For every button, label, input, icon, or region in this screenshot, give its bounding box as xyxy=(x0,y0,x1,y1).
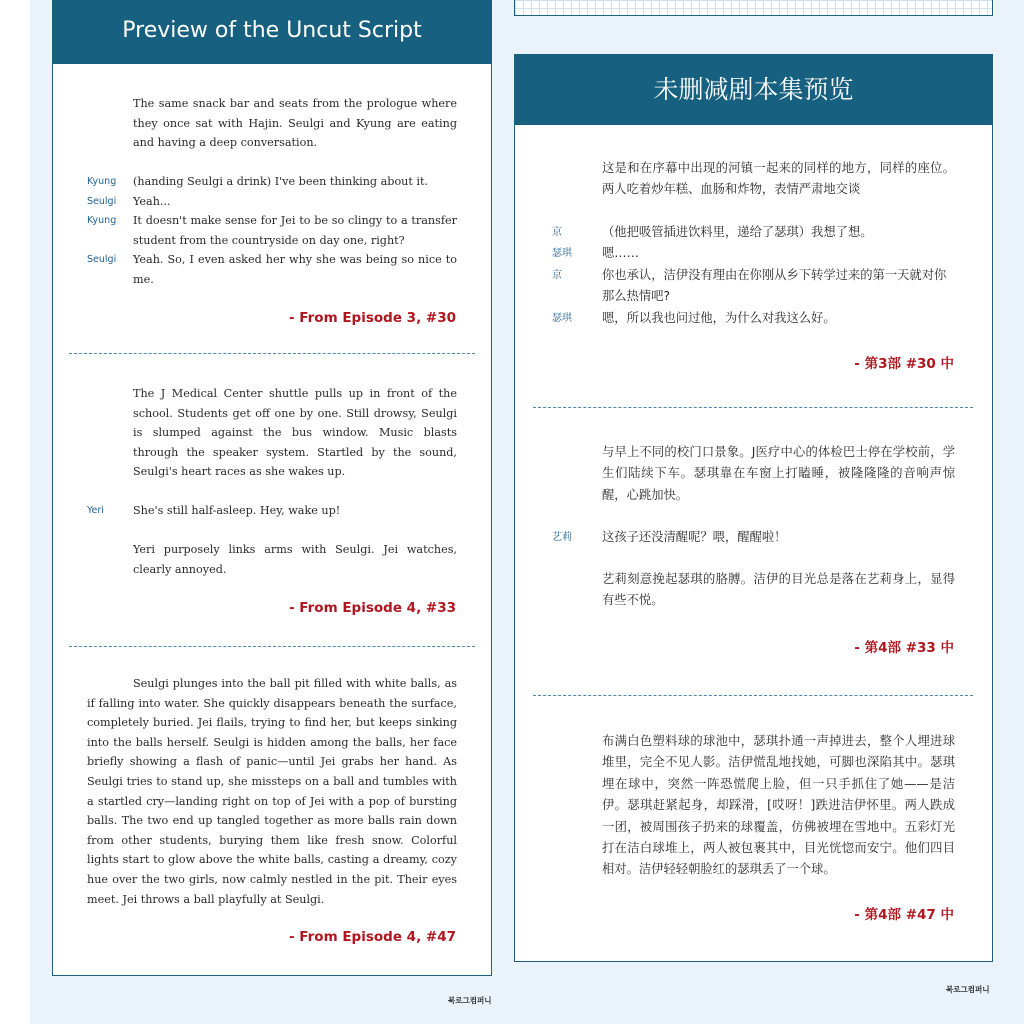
episode-source: - From Episode 3, #30 xyxy=(288,310,456,326)
speaker-name: Seulgi xyxy=(87,254,117,266)
scene-description: 这是和在序幕中出现的河镇一起来的同样的地方，同样的座位。两人吃着炒年糕、血肠和炸物，表情严肃地交谈 xyxy=(602,161,955,197)
previous-page-edge xyxy=(514,0,993,16)
chinese-script-page xyxy=(514,54,993,962)
dialogue-line: （他把吸管插进饮料里，递给了瑟琪）我想了想。 xyxy=(602,225,873,239)
episode-source: - From Episode 4, #33 xyxy=(288,600,456,616)
dialogue-line: Yeah... xyxy=(133,194,171,208)
dialogue-line: It doesn't make sense for Jei to be so clingy to a transfer student from the countryside on day one, right? xyxy=(133,214,457,247)
dialogue-line: 这孩子还没清醒呢？喂，醒醒啦！ xyxy=(602,530,787,544)
speaker-name: 瑟琪 xyxy=(552,312,572,324)
dialogue-line: 你也承认，洁伊没有理由在你刚从乡下转学过来的第一天就对你那么热情吧? xyxy=(602,267,947,304)
speaker-name: 艺莉 xyxy=(552,532,572,543)
dialogue-line: She's still half-asleep. Hey, wake up! xyxy=(133,504,341,517)
section-divider xyxy=(533,695,973,696)
publisher-mark: 북로그컴퍼니 xyxy=(946,985,990,994)
scene-description: 艺莉刻意挽起瑟琪的胳膊。洁伊的目光总是落在艺莉身上，显得有些不悦。 xyxy=(602,572,955,608)
scene-description: Yeri purposely links arms with Seulgi. Jei watches, clearly annoyed. xyxy=(133,543,457,576)
section-divider xyxy=(69,646,475,647)
episode-source: - 第4部 #33 中 xyxy=(854,640,954,656)
dialogue-line: (handing Seulgi a drink) I've been thinking about it. xyxy=(133,175,429,188)
episode-source: - 第4部 #47 中 xyxy=(854,907,954,923)
speaker-name: 京 xyxy=(552,269,562,281)
scene-description: Seulgi plunges into the ball pit filled with white balls, as if falling into water. She quickly disappears beneath the surface, completely buried. Jei flails, trying to find her, but keeps sinking into the balls herself. Seulgi is hidden among the balls, her face briefly showing a flash of panic—until Jei grabs her hand. As Seulgi tries to stand up, she missteps on a ball and tumbles with a startled cry—landing right on top of Jei with a pop of bursting balls. The two end up tangled together as more balls rain down from other students, burying them like fresh snow. Colorful lights start to glow above the white balls, casting a dreamy, cozy hue over the two girls, now calmly nestled in the pit. Their eyes meet. Jei throws a ball playfully at Seulgi. xyxy=(87,677,457,906)
episode-source: - 第3部 #30 中 xyxy=(854,356,954,372)
dialogue-line: 嗯，所以我也问过他，为什么对我这么好。 xyxy=(602,310,836,325)
dialogue-line: Yeah. So, I even asked her why she was being so nice to me. xyxy=(133,253,457,286)
scene-description: 与早上不同的校门口景象。J医疗中心的体检巴士停在学校前，学生们陆续下车。瑟琪靠在车窗上打瞌睡，被隆隆隆的音响声惊醒，心跳加快。 xyxy=(602,445,955,502)
speaker-name: 京 xyxy=(552,227,562,238)
section-divider xyxy=(533,407,973,408)
scene-description: The J Medical Center shuttle pulls up in front of the school. Students get off one by one. Still drowsy, Seulgi is slumped against the bus window. Music blasts through the speaker system. Startled by the sound, Seulgi's heart races as she wakes up. xyxy=(133,387,457,479)
speaker-name: 瑟琪 xyxy=(552,248,572,260)
publisher-mark: 북로그컴퍼니 xyxy=(448,996,492,1005)
scene-description: 布满白色塑料球的球池中，瑟琪扑通一声掉进去，整个人埋进球堆里，完全不见人影。洁伊慌乱地找她，可脚也深陷其中。瑟琪埋在球中，突然一阵恐慌爬上脸，但一只手抓住了她——是洁伊。瑟琪赶紧起身，却踩滑，[哎呀！]跌进洁伊怀里。两人跌成一团，被周围孩子扔来的球覆盖，仿佛被埋在雪地中。五彩灯光打在洁白球堆上，两人被包裹其中，目光恍惚而安宁。他们四目相对。洁伊轻轻朝脸红的瑟琪丢了一个球。 xyxy=(602,734,955,877)
speaker-name: Kyung xyxy=(87,215,117,227)
section-divider xyxy=(69,353,475,354)
speaker-name: Kyung xyxy=(87,176,117,187)
page-title: 未删减剧本集预览 xyxy=(515,55,992,125)
speaker-name: Seulgi xyxy=(87,195,117,207)
episode-source: - From Episode 4, #47 xyxy=(288,929,456,945)
scene-description: The same snack bar and seats from the prologue where they once sat with Hajin. Seulgi and Kyung are eating and having a deep conversation. xyxy=(133,97,457,150)
page-title: Preview of the Uncut Script xyxy=(53,0,491,64)
english-script-page xyxy=(52,0,492,976)
dialogue-line: 嗯…… xyxy=(602,246,639,261)
speaker-name: Yeri xyxy=(87,505,104,516)
